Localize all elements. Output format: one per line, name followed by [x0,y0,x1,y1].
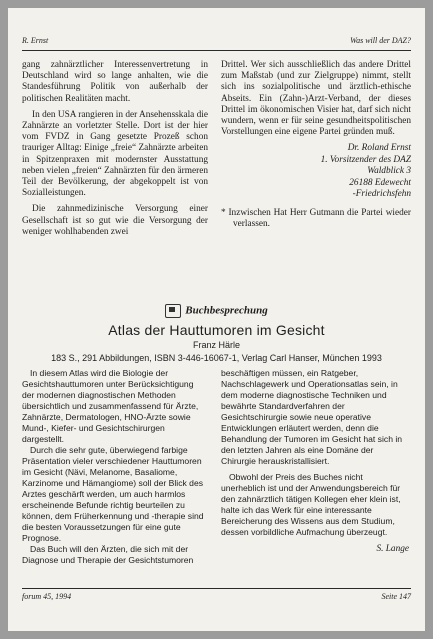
footnote: * Inzwischen Hat Herr Gutmann die Partei wieder verlassen. [221,207,411,230]
review-paragraph: In diesem Atlas wird die Biologie der Gesichtshauttumoren unter Berücksichtigung der modernen diagnostischen Methoden übersichtlich und zusammenfassend für Ärzte, Zahnärzte, Dermatologen, HNO-Ärzte sowie Mund-, Kiefer- und Gesichtschirurgen dargestellt. [22,368,199,444]
book-review-icon [165,304,181,318]
article-paragraph: In den USA rangieren in der Ansehensskala die Zahnärzte an vorletzter Stelle. Dort ist der hier vom FVDZ in Gang gesetzte Prozeß schon trauriger Alltag: Einige „freie“ Zahnärzte arbeiten in Spitzenpraxen mit modernster Ausstattung neben vielen „freien“ Zahnärzten für den ärmeren Teil der Bevölkerung, der abgekoppelt ist von Sozialleistungen. [22,109,208,199]
reviewer-name: S. Lange [376,544,409,554]
running-header [22,36,411,50]
article-paragraph: Die zahnmedizinische Versorgung einer Gesellschaft ist so gut wie die Versorgung der weniger wohlhabenden zwei [22,204,208,237]
review-book-author: Franz Härle [192,340,240,350]
footer-issue: forum 45, 1994 [22,592,72,601]
footer-rule [22,588,411,589]
review-paragraph: Durch die sehr gute, überwiegend farbige Präsentation vieler verschiedener Hauttumoren im Gesicht (Nävi, Melanome, Basaliome, Karzinome und Hämangiome) soll der Blick des Arztes geschärft werden, um auch harmlos erscheinende Befunde richtig beurteilen zu können, dem Früherkennung und -therapie sind die besten Voraussetzungen für eine gute Prognose. [22,445,204,543]
review-title: Atlas der Hauttumoren im Gesicht [108,322,325,338]
header-author: R. Ernst [22,36,49,45]
signature-city: 26188 Edewecht [349,177,411,188]
review-paragraph: Obwohl der Preis des Buches nicht unerheblich ist und der Anwendungsbereich für den zahnärztlich tätigen Kollegen eher klein ist, halte ich das Werk für eine interessante Bereicherung des Wissens aus dem Studium, dessen vorbildliche Aufmachung überzeugt. [221,472,401,537]
review-paragraph: beschäftigen müssen, ein Ratgeber, Nachschlagewerk und Operationsatlas sein, in dem moderne diagnostische Techniken und bewährte Standardverfahren der Gesichtschirurgie sowie neue operative Entwicklungen erläutert werden, denn die Behandlung der Tumoren im Gesicht hat sich in den letzten Jahren als eine Domäne der Chirurgie herauskristallisiert. [221,368,403,466]
review-bibliography: 183 S., 291 Abbildungen, ISBN 3-446-16067-1, Verlag Carl Hanser, München 1993 [51,353,382,363]
author-signature [221,143,411,201]
article-left-column [22,60,208,243]
review-paragraph: Das Buch will den Ärzten, die sich mit der Diagnose und Therapie der Gesichtstumoren [22,544,194,565]
review-right-column [221,368,409,555]
article-paragraph: gang zahnärztlicher Interessenvertretung in Deutschland wird so lange anhalten, wie die Standesführung Politik von außerhalb der politischen Realitäten macht. [22,60,208,104]
signature-district: -Friedrichsfehn [352,189,411,200]
review-heading [8,304,425,363]
section-label: Buchbesprechung [185,304,268,317]
signature-role: 1. Vorsitzender des DAZ [320,154,411,165]
header-title: Was will der DAZ? [350,36,411,45]
header-rule [22,50,411,51]
article-paragraph: Drittel. Wer sich ausschließlich das andere Drittel zum Maßstab (und zur Zielgruppe) nimmt, stellt sich ins sozialpolitische und ärztlich-ethische Abseits. Ein (Zahn-)Arzt-Verband, der dieses Drittel im ökonomischen Visier hat, darf sich nicht wundern, wenn er für seine gesundheitspolitischen Vorstellungen eine eigene Partei gründen muß. [221,60,411,138]
article-right-column [221,60,411,230]
section-logo [8,304,425,318]
signature-street: Waldblick 3 [367,166,411,177]
page-number: Seite 147 [381,592,411,601]
signature-name: Dr. Roland Ernst [347,143,411,154]
review-left-column [22,368,207,566]
page [8,8,425,631]
